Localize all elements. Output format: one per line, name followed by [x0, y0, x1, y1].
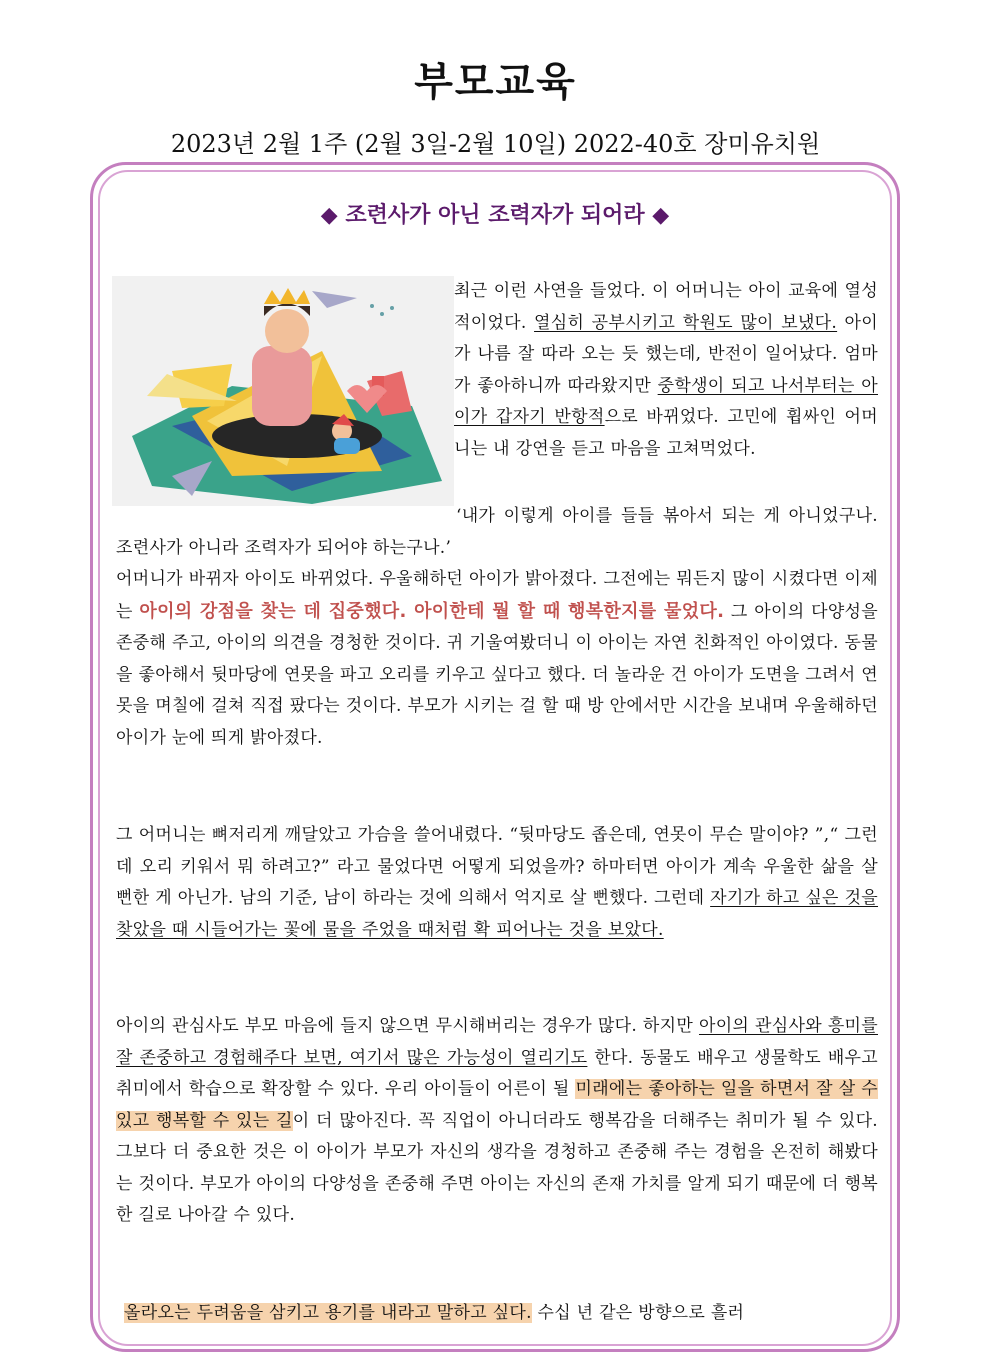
paragraph-2-text-b: 그 아이의 다양성을 존중해 주고, 아이의 의견을 경청한 것이다. 귀 기울여봤더니 이 아이는 자연 친화적인 아이였다. 동물을 좋아해서 뒷마당에 연못을 파고 오리를 키우고 싶다고 했다. 더 놀라운 건 아이가 도면을 그려서 연못을 며칠에 걸쳐 직접 팠다는 것이다. 부모가 시키는 걸 할 때 방 안에서만 시간을 보내며 우울해하던 아이가 눈에 띄게 밝아졌다.	[116, 601, 878, 748]
father-child-paper-crafts-illustration	[112, 276, 454, 506]
paragraph-5-highlight: 올라오는 두려움을 삼키고 용기를 내라고 말하고 싶다.	[124, 1303, 532, 1323]
paragraph-5-text: 수십 년 같은 방향으로 흘러	[531, 1303, 745, 1323]
paragraph-5	[124, 1298, 878, 1330]
paragraph-2-emphasis: 아이의 강점을 찾는 데 집중했다. 아이한테 뭘 할 때 행복한지를 물었다.	[139, 600, 725, 622]
paragraph-1-text-c: 으로 바뀌었다. 고민에 휩싸인 어머니는 내 강연을 듣고 마음을 고쳐먹었다.	[454, 407, 878, 459]
paragraph-4-text-a: 아이의 관심사도 부모 마음에 들지 않으면 무시해버리는 경우가 많다. 하지만	[116, 1016, 699, 1036]
paragraph-4-text-b: 한다. 동물도 배우고 생물학도 배우고 취미에서 학습으로 확장할 수 있다. 우리 아이들이 어른이 될	[116, 1047, 878, 1099]
paragraph-1-quote	[116, 501, 878, 564]
paragraph-1-text-a: 최근 이런 사연을 들었다. 이 어머니는 아이 교육에 열성적이었다.	[454, 281, 878, 333]
section-heading: ◆ 조련사가 아닌 조력자가 되어라 ◆	[320, 203, 670, 228]
paragraph-1-underline-1: 열심히 공부시키고 학원도 많이 보냈다.	[534, 312, 838, 333]
page-subtitle: 2023년 2월 1주 (2월 3일-2월 10일) 2022-40호 장미유치원	[170, 130, 821, 158]
paragraph-2	[116, 564, 878, 754]
paragraph-3-text: 그 어머니는 뼈저리게 깨달았고 가슴을 쓸어내렸다. “뒷마당도 좁은데, 연못이 무슨 말이야? ”,“ 그런데 오리 키워서 뭐 하려고?” 라고 물었다면 어떻게 되었을까? 하마터면 아이가 계속 우울한 삶을 살 뻔한 게 아닌가. 남의 기준, 남이 하라는 것에 의해서 억지로 살 뻔했다. 그런데	[116, 825, 878, 908]
paragraph-4-highlight: 미래에는 좋아하는 일을 하면서 잘 살 수 있고 행복할 수 있는 길	[116, 1079, 878, 1131]
paragraph-1-text-b: 아이가 나름 잘 따라 오는 듯 했는데, 반전이 일어났다. 엄마가 좋아하니까 따라왔지만	[454, 312, 879, 396]
paragraph-3	[116, 820, 878, 946]
paragraph-3-underline: 자기가 하고 싶은 것을 찾았을 때 시들어가는 꽃에 물을 주었을 때처럼 확 피어나는 것을 보았다.	[116, 888, 879, 940]
paragraph-1-quote-text: ‘내가 이렇게 아이를 들들 볶아서 되는 게 아니었구나. 조련사가 아니라 조력자가 되어야 하는구나.’	[116, 506, 878, 558]
paragraph-2-text-a: 어머니가 바뀌자 아이도 바뀌었다. 우울해하던 아이가 밝아졌다. 그전에는 뭐든지 많이 시켰다면 이제는	[116, 569, 878, 622]
paragraph-4	[116, 1011, 878, 1232]
paragraph-1	[454, 276, 878, 465]
paragraph-4-underline: 아이의 관심사와 흥미를 잘 존중하고 경험해주다 보면, 여기서 많은 가능성이 열리기도	[116, 1016, 878, 1068]
paragraph-1-underline-2: 중학생이 되고 나서부터는 아이가 갑자기 반항적	[454, 375, 878, 427]
paragraph-4-text-c: 이 더 많아진다. 꼭 직업이 아니더라도 행복감을 더해주는 취미가 될 수 있다. 그보다 더 중요한 것은 이 아이가 부모가 자신의 생각을 경청하고 존중해 주는 경험을 온전히 해봤다는 것이다. 부모가 아이의 다양성을 존중해 주면 아이는 자신의 존재 가치를 알게 되기 때문에 더 행복한 길로 나아갈 수 있다.	[116, 1110, 878, 1225]
page-title: 부모교육	[414, 59, 577, 105]
